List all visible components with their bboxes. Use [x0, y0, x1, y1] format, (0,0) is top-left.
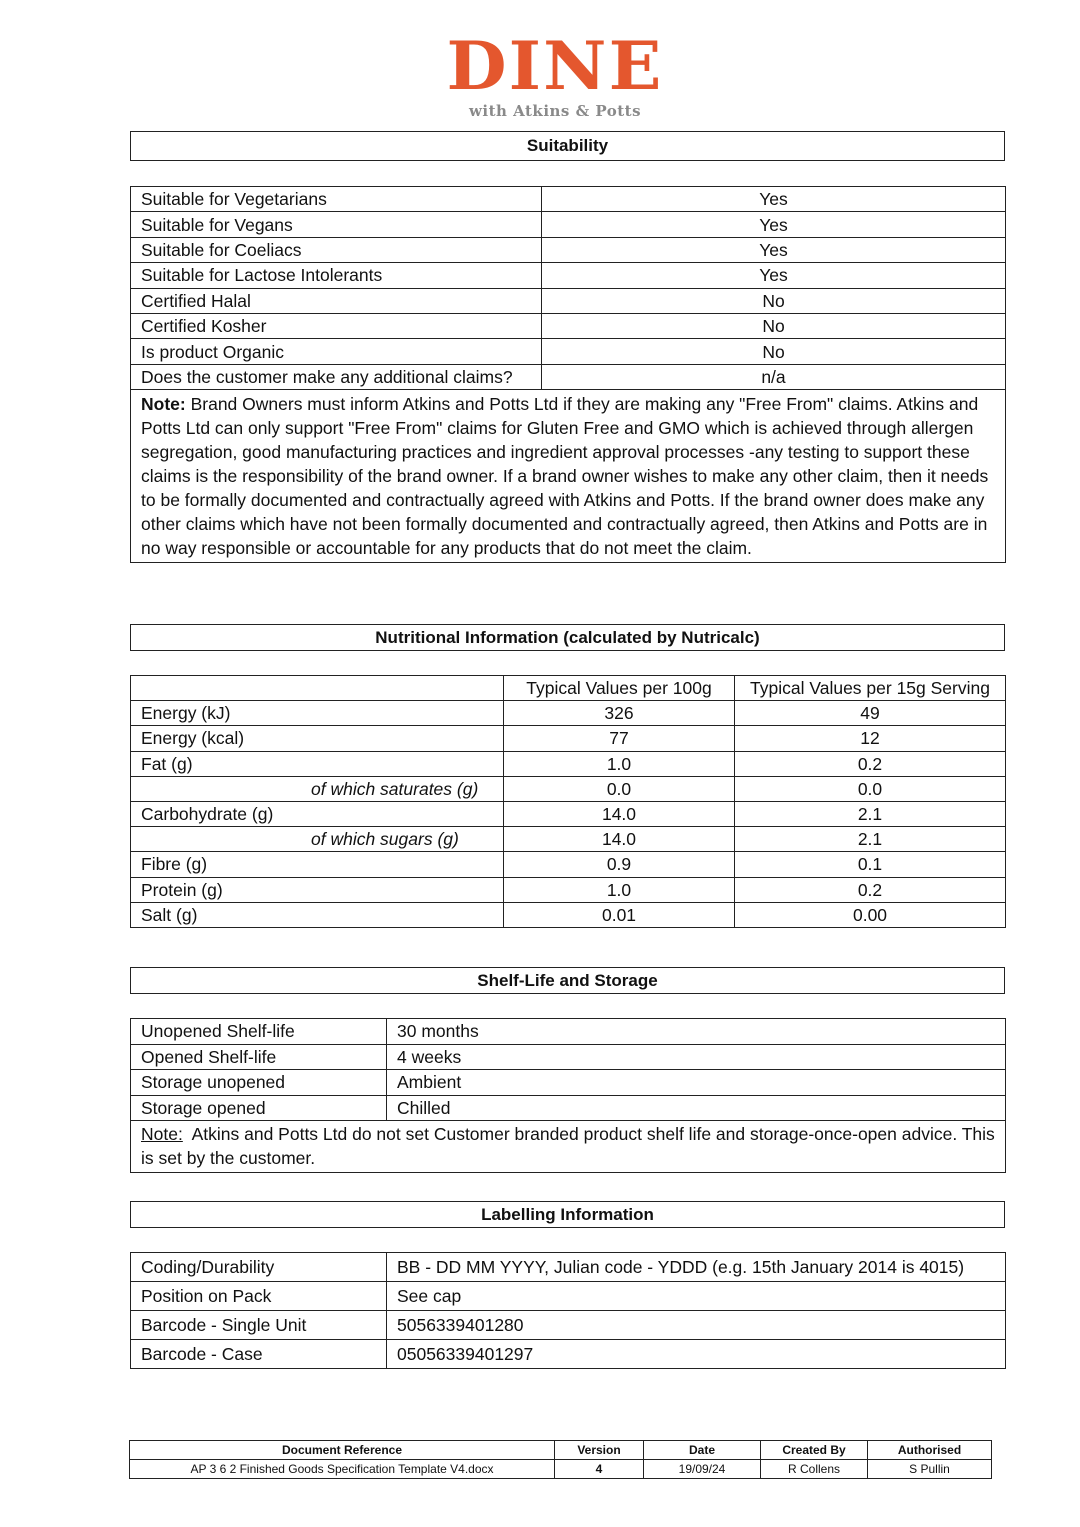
footer-date-value: 19/09/24 — [644, 1460, 761, 1479]
table-row — [131, 1311, 1006, 1340]
footer-created-header: Created By — [761, 1441, 868, 1460]
table-row — [131, 1019, 1006, 1045]
note-label: Note: — [141, 1124, 183, 1144]
footer-authorised-header: Authorised — [868, 1441, 992, 1460]
row-label: Storage unopened — [131, 1070, 387, 1096]
footer-authorised-value: S Pullin — [868, 1460, 992, 1479]
row-value: Yes — [542, 263, 1006, 288]
nutrition-header: Nutritional Information (calculated by Nutricalc) — [130, 624, 1005, 651]
table-row — [131, 1070, 1006, 1096]
value-serving: 2.1 — [735, 827, 1006, 852]
suitability-note — [131, 390, 1006, 563]
table-row — [131, 751, 1006, 776]
value-serving: 0.1 — [735, 852, 1006, 877]
table-row — [131, 852, 1006, 877]
document-footer-table — [129, 1440, 992, 1479]
row-label: Barcode - Case — [131, 1340, 387, 1369]
row-value: No — [542, 288, 1006, 313]
value-100g: 1.0 — [504, 751, 735, 776]
value-serving: 12 — [735, 726, 1006, 751]
table-row — [131, 339, 1006, 364]
row-label: Certified Halal — [131, 288, 542, 313]
shelf-life-header: Shelf-Life and Storage — [130, 967, 1005, 994]
row-label: Storage opened — [131, 1095, 387, 1121]
row-value: n/a — [542, 364, 1006, 389]
table-row — [131, 1044, 1006, 1070]
table-row — [131, 877, 1006, 902]
row-label: Position on Pack — [131, 1282, 387, 1311]
row-value: 4 weeks — [387, 1044, 1006, 1070]
footer-header-row — [130, 1441, 992, 1460]
table-row — [131, 827, 1006, 852]
row-label: Salt (g) — [131, 902, 504, 927]
row-label: Energy (kJ) — [131, 701, 504, 726]
footer-version-header: Version — [555, 1441, 644, 1460]
row-value: Chilled — [387, 1095, 1006, 1121]
value-serving: 0.2 — [735, 751, 1006, 776]
note-text: Brand Owners must inform Atkins and Potts Ltd if they are making any "Free From" claims. Atkins and Potts Ltd can only support "Free From" claims for Gluten Free and GMO which is achieved through allergen segregation, good manufacturing practices and ingredient approval processes -any testing to support these claims is the responsibility of the brand owner. If a brand owner wishes to make any other claim, then it needs to be formally documented and contractually agreed with Atkins and Potts. If the brand owner does make any other claims which have not been formally documented and contractually agreed, then Atkins and Potts are in no way responsible or accountable for any products that do not meet the claim. — [141, 394, 989, 559]
logo-wordmark: DINE — [446, 27, 664, 105]
table-row — [131, 1340, 1006, 1369]
table-row — [131, 776, 1006, 801]
table-row — [131, 1282, 1006, 1311]
blank-header-cell — [131, 676, 504, 701]
suitability-table — [130, 186, 1006, 563]
dine-logo — [430, 27, 680, 124]
value-serving: 2.1 — [735, 801, 1006, 826]
row-label: Suitable for Vegetarians — [131, 187, 542, 212]
value-100g: 1.0 — [504, 877, 735, 902]
value-100g: 14.0 — [504, 801, 735, 826]
table-header-row — [131, 676, 1006, 701]
footer-created-value: R Collens — [761, 1460, 868, 1479]
suitability-note-row — [131, 390, 1006, 563]
row-label: Does the customer make any additional claims? — [131, 364, 542, 389]
table-row — [131, 364, 1006, 389]
row-value: Yes — [542, 237, 1006, 262]
labelling-table — [130, 1252, 1006, 1369]
footer-date-header: Date — [644, 1441, 761, 1460]
row-label: Protein (g) — [131, 877, 504, 902]
shelf-life-table — [130, 1018, 1006, 1173]
value-100g: 326 — [504, 701, 735, 726]
value-serving: 0.2 — [735, 877, 1006, 902]
row-value: 05056339401297 — [387, 1340, 1006, 1369]
footer-version-value: 4 — [555, 1460, 644, 1479]
table-row — [131, 187, 1006, 212]
note-text: Atkins and Potts Ltd do not set Customer branded product shelf life and storage-once-open advice. This is set by the customer. — [141, 1124, 995, 1168]
footer-docref-header: Document Reference — [130, 1441, 555, 1460]
row-value: 5056339401280 — [387, 1311, 1006, 1340]
row-label: Barcode - Single Unit — [131, 1311, 387, 1340]
table-row — [131, 212, 1006, 237]
note-label: Note: — [141, 394, 186, 415]
table-row — [131, 313, 1006, 338]
table-row — [131, 288, 1006, 313]
value-serving: 49 — [735, 701, 1006, 726]
row-value: No — [542, 339, 1006, 364]
value-serving: 0.00 — [735, 902, 1006, 927]
value-100g: 0.0 — [504, 776, 735, 801]
col-header-100g: Typical Values per 100g — [504, 676, 735, 701]
table-row — [131, 701, 1006, 726]
row-value: 30 months — [387, 1019, 1006, 1045]
row-label: Opened Shelf-life — [131, 1044, 387, 1070]
value-100g: 14.0 — [504, 827, 735, 852]
row-label: Coding/Durability — [131, 1253, 387, 1282]
row-label: Unopened Shelf-life — [131, 1019, 387, 1045]
row-label: Certified Kosher — [131, 313, 542, 338]
table-row — [131, 263, 1006, 288]
table-row — [131, 726, 1006, 751]
row-value: Ambient — [387, 1070, 1006, 1096]
table-row — [131, 237, 1006, 262]
suitability-header: Suitability — [130, 131, 1005, 161]
nutrition-table — [130, 675, 1006, 928]
row-label: Fibre (g) — [131, 852, 504, 877]
footer-value-row — [130, 1460, 992, 1479]
value-100g: 0.9 — [504, 852, 735, 877]
row-label-sub: of which sugars (g) — [131, 827, 504, 852]
row-value: BB - DD MM YYYY, Julian code - YDDD (e.g. 15th January 2014 is 4015) — [387, 1253, 1006, 1282]
shelf-note — [131, 1121, 1006, 1173]
value-100g: 77 — [504, 726, 735, 751]
table-row — [131, 1253, 1006, 1282]
col-header-serving: Typical Values per 15g Serving — [735, 676, 1006, 701]
row-label: Suitable for Vegans — [131, 212, 542, 237]
value-100g: 0.01 — [504, 902, 735, 927]
row-label: Carbohydrate (g) — [131, 801, 504, 826]
table-row — [131, 1095, 1006, 1121]
row-label: Fat (g) — [131, 751, 504, 776]
table-row — [131, 801, 1006, 826]
row-label: Suitable for Coeliacs — [131, 237, 542, 262]
row-value: No — [542, 313, 1006, 338]
table-row — [131, 902, 1006, 927]
row-label: Energy (kcal) — [131, 726, 504, 751]
row-label: Suitable for Lactose Intolerants — [131, 263, 542, 288]
labelling-header: Labelling Information — [130, 1201, 1005, 1228]
row-value: Yes — [542, 212, 1006, 237]
shelf-note-row — [131, 1121, 1006, 1173]
value-serving: 0.0 — [735, 776, 1006, 801]
logo-tagline: with Atkins & Potts — [468, 102, 642, 120]
row-value: See cap — [387, 1282, 1006, 1311]
footer-docref-value: AP 3 6 2 Finished Goods Specification Template V4.docx — [130, 1460, 555, 1479]
row-value: Yes — [542, 187, 1006, 212]
row-label: Is product Organic — [131, 339, 542, 364]
row-label-sub: of which saturates (g) — [131, 776, 504, 801]
